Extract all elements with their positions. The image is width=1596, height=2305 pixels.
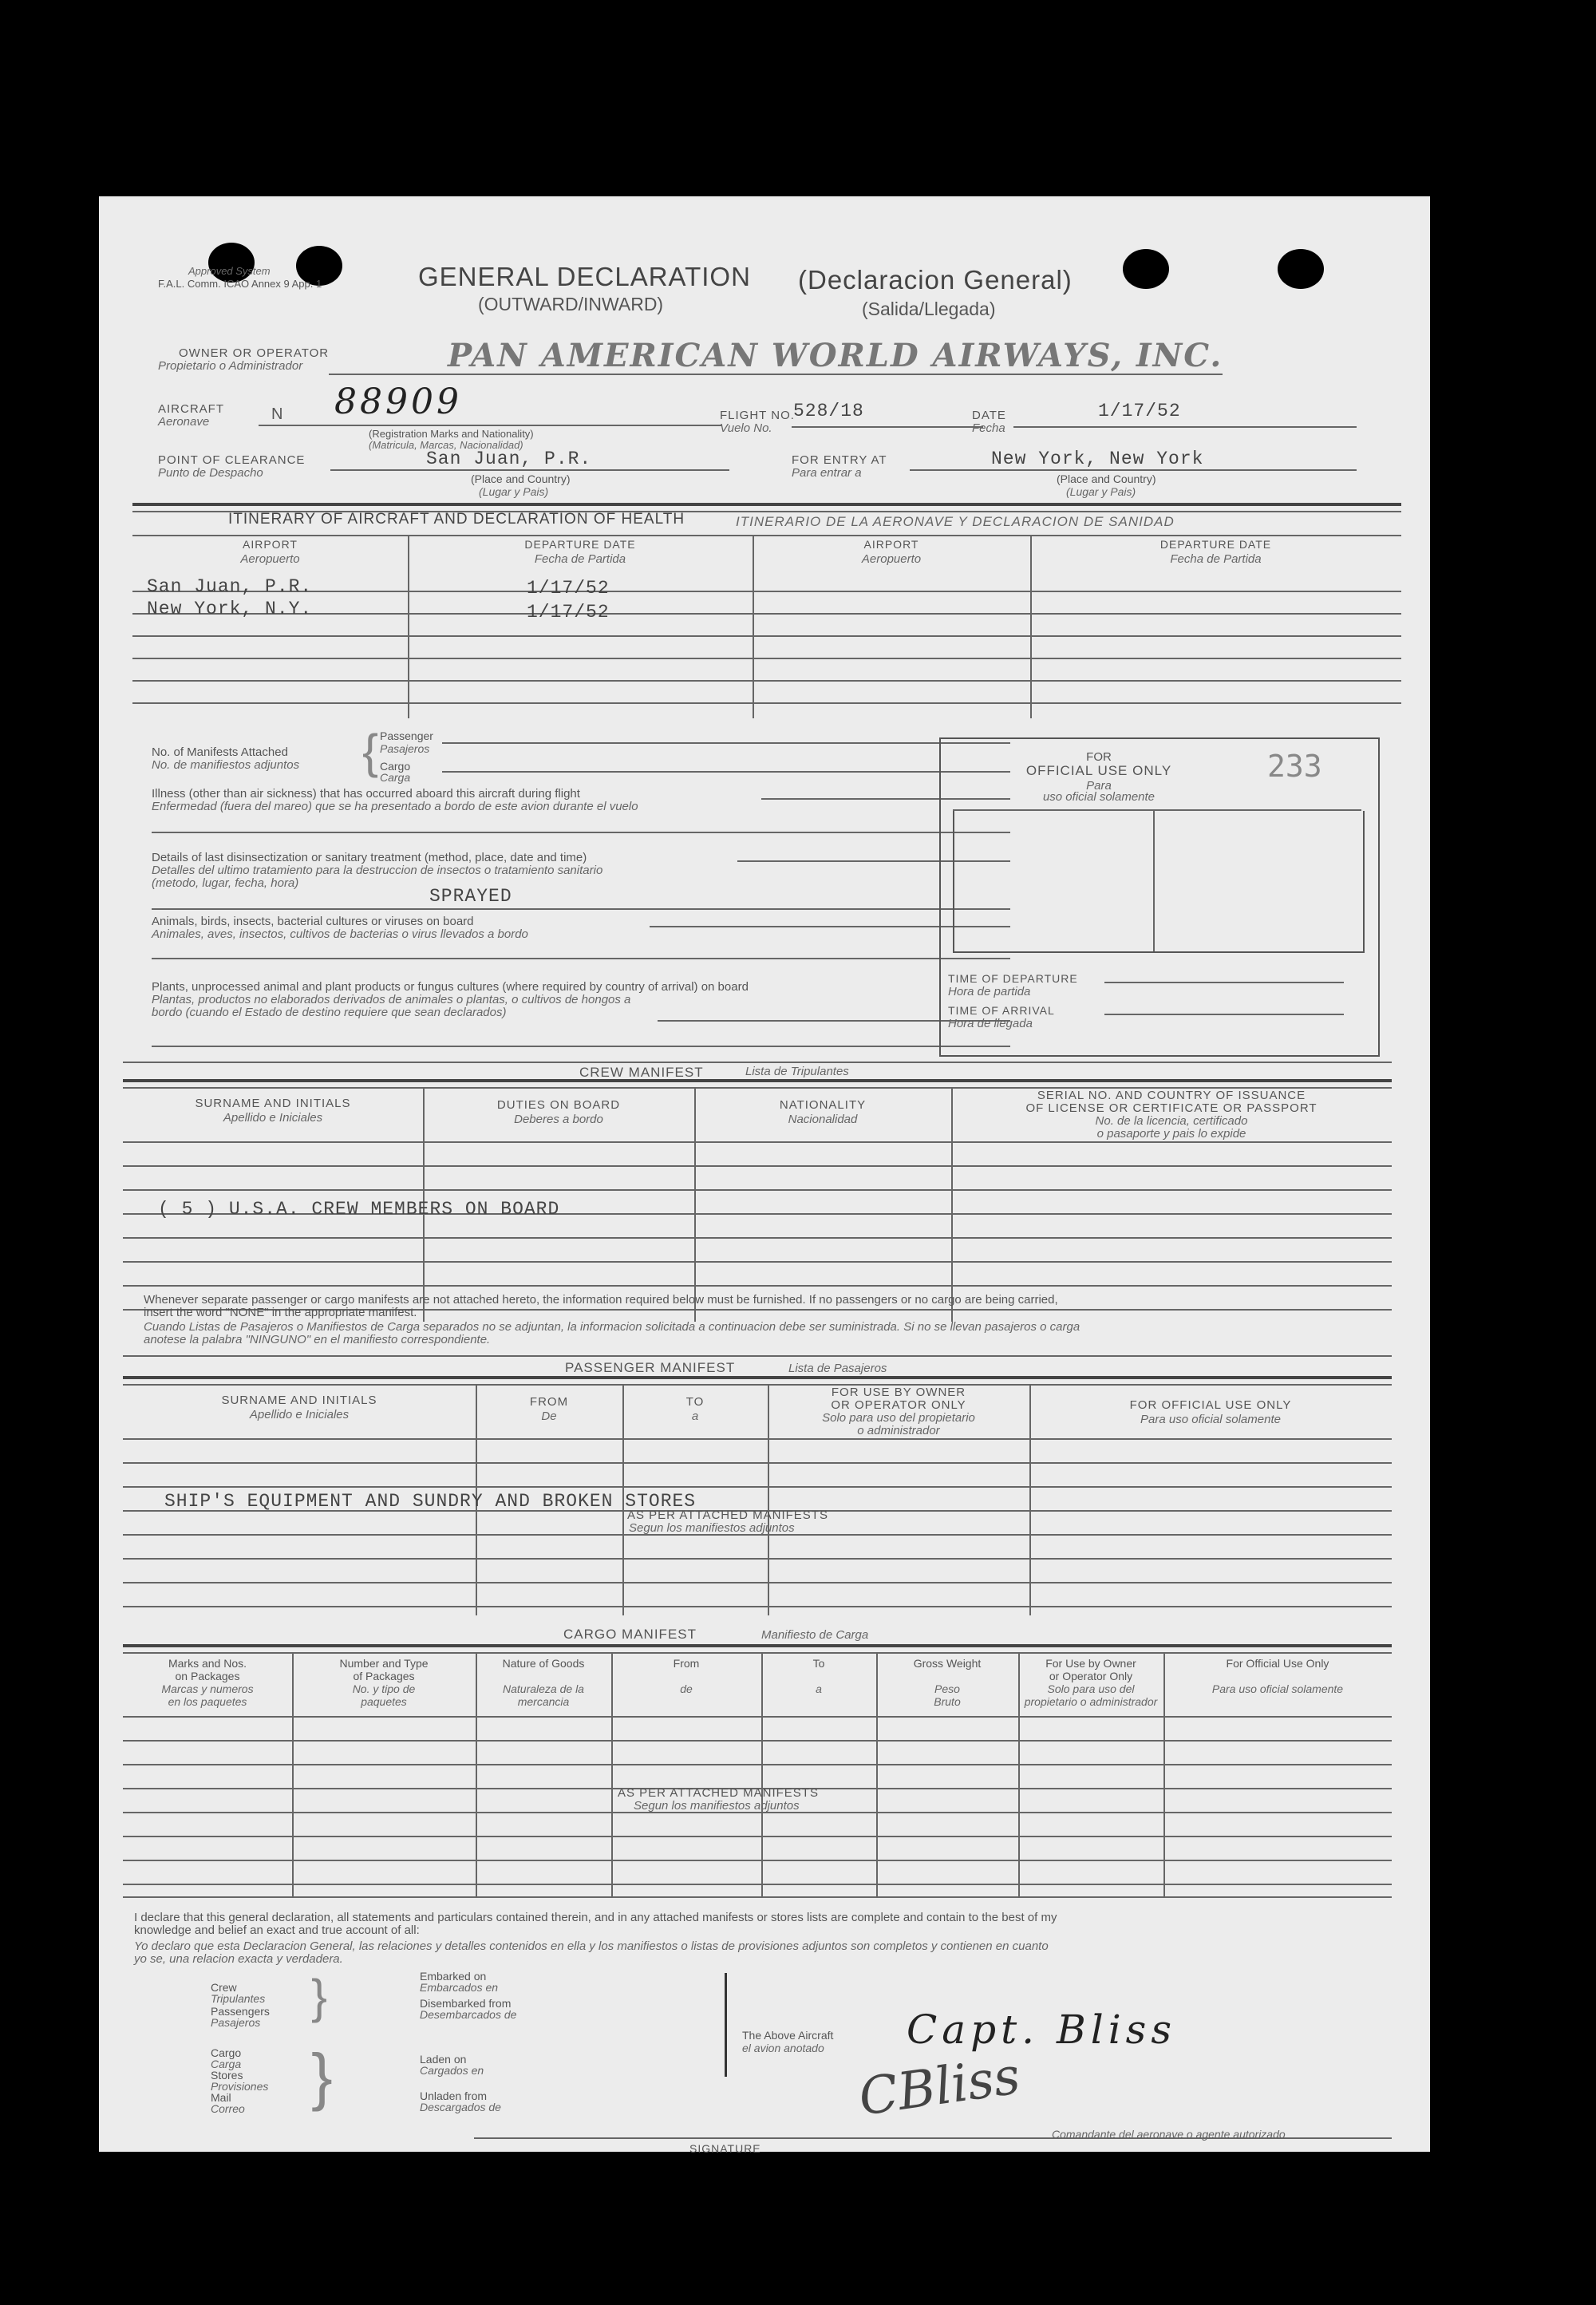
decl-cargo: Cargo — [211, 2046, 242, 2059]
declaration-line-4: yo se, una relacion exacta y verdadera. — [134, 1952, 343, 1966]
official-for: FOR — [1086, 750, 1112, 764]
manifest-passenger-es: Pasajeros — [380, 742, 430, 755]
crew-col-serial-es-1: No. de la licencia, certificado — [1095, 1114, 1248, 1128]
pass-col-from: FROM — [529, 1395, 569, 1409]
declaration-form — [99, 196, 1430, 2155]
pass-col-surname: SURNAME AND INITIALS — [221, 1394, 377, 1407]
commander-label-es: Comandante del aeronave o agente autorizado — [1052, 2128, 1286, 2141]
decl-above-aircraft: The Above Aircraft — [742, 2029, 834, 2042]
passenger-entry: SHIP'S EQUIPMENT AND SUNDRY AND BROKEN STORES — [164, 1491, 697, 1512]
captain-name: Capt. Bliss — [907, 2006, 1176, 2053]
official-use-label: OFFICIAL USE ONLY — [1025, 763, 1172, 778]
plants-label-3: bordo (cuando el Estado de destino requiere que sean declarados) — [152, 1006, 507, 1019]
notice-line-1: Whenever separate passenger or cargo manifests are not attached hereto, the information required below must be furnished. If no passengers or no cargo are being carried, — [144, 1293, 1058, 1307]
notice-line-3: Cuando Listas de Pasajeros o Manifiestos de Carga separados no se adjuntan, la informacion solicitada a continuacion debe ser suministrada. Si no se llevan pasajeros o carga — [144, 1320, 1080, 1334]
signature: CBliss — [855, 2046, 1024, 2128]
pass-col-owner-b: OR OPERATOR ONLY — [831, 1398, 966, 1412]
disinsect-label-es-1: Detalles del ultimo tratamiento para la destruccion de insectos o tratamiento sanitario — [152, 864, 603, 877]
cargo-col-2-l1: Number and Type — [339, 1657, 429, 1670]
cargo-col-8-e1: Para uso oficial solamente — [1211, 1682, 1344, 1695]
official-para: Para — [1086, 779, 1112, 793]
cargo-col-7-e2: propietario o administrador — [1024, 1695, 1158, 1708]
decl-above-aircraft-es: el avion anotado — [742, 2042, 824, 2054]
decl-passengers: Passengers — [211, 2005, 270, 2018]
passenger-title: PASSENGER MANIFEST — [565, 1360, 736, 1375]
itin-col-airport-2-es: Aeropuerto — [861, 552, 922, 566]
cargo-col-6-l1: Gross Weight — [913, 1657, 982, 1670]
passenger-attached: AS PER ATTACHED MANIFESTS — [627, 1508, 828, 1522]
decl-mail-es: Correo — [211, 2102, 245, 2115]
cargo-col-6-e1: Peso — [934, 1682, 960, 1695]
itin-col-airport: AIRPORT — [243, 538, 298, 551]
official-use-label-es: uso oficial solamente — [1042, 790, 1156, 804]
itinerary-title-es: ITINERARIO DE LA AERONAVE Y DECLARACION DE SANIDAD — [736, 514, 1175, 529]
aircraft-label-es: Aeronave — [158, 415, 210, 429]
flight-value: 528/18 — [793, 401, 864, 421]
entry-label-es: Para entrar a — [792, 466, 862, 480]
decl-stores-es: Provisiones — [211, 2080, 269, 2093]
decl-brace-2: } — [311, 2041, 333, 2112]
aircraft-label: AIRCRAFT — [158, 402, 224, 416]
date-value: 1/17/52 — [1098, 401, 1181, 421]
cargo-col-1-l2: on Packages — [175, 1670, 240, 1682]
pass-col-owner-es-1: Solo para uso del propietario — [822, 1411, 975, 1425]
cargo-col-1-l1: Marks and Nos. — [168, 1657, 247, 1670]
notice-line-4: anotese la palabra "NINGUNO" en el manifiesto correspondiente. — [144, 1333, 491, 1346]
cargo-col-5-e1: a — [816, 1682, 822, 1695]
declaration-line-1: I declare that this general declaration, all statements and particulars contained therein, and in any attached manifests or stores lists are complete and contain to the best of my — [134, 1911, 1057, 1924]
cargo-col-7-l1: For Use by Owner — [1045, 1657, 1136, 1670]
decl-brace-1: } — [311, 1970, 328, 2023]
pass-col-official-es: Para uso oficial solamente — [1140, 1413, 1281, 1426]
itin-col-departure: DEPARTURE DATE — [524, 538, 636, 551]
punch-hole — [1123, 249, 1169, 289]
arrival-time-label: TIME OF ARRIVAL — [948, 1004, 1055, 1017]
decl-mail: Mail — [211, 2091, 231, 2104]
decl-unladen-es: Descargados de — [420, 2101, 501, 2113]
itin-airport-1: San Juan, P.R. — [147, 576, 313, 597]
pass-col-official: FOR OFFICIAL USE ONLY — [1129, 1398, 1292, 1412]
entry-note-es: (Lugar y Pais) — [1066, 485, 1136, 498]
clearance-label: POINT OF CLEARANCE — [158, 453, 306, 467]
cargo-attached: AS PER ATTACHED MANIFESTS — [618, 1786, 819, 1800]
decl-laden-es: Cargados en — [420, 2064, 484, 2077]
cargo-col-3-e2: mercancia — [517, 1695, 570, 1708]
decl-stores: Stores — [211, 2069, 243, 2082]
cargo-title-es: Manifiesto de Carga — [761, 1628, 869, 1642]
pass-col-to-es: a — [691, 1409, 699, 1423]
passenger-title-es: Lista de Pasajeros — [788, 1362, 887, 1375]
crew-col-surname-es: Apellido e Iniciales — [223, 1111, 323, 1125]
passenger-attached-es: Segun los manifiestos adjuntos — [629, 1521, 795, 1535]
decl-laden: Laden on — [420, 2053, 467, 2066]
plants-label-2: Plantas, productos no elaborados derivados de animales o plantas, o cultivos de hongos a — [152, 993, 631, 1006]
departure-time-label: TIME OF DEPARTURE — [948, 972, 1078, 985]
itin-date-1: 1/17/52 — [527, 578, 610, 599]
crew-col-nationality: NATIONALITY — [779, 1098, 867, 1112]
itin-col-airport-es: Aeropuerto — [240, 552, 300, 566]
manifest-passenger: Passenger — [380, 729, 433, 742]
illness-label: Illness (other than air sickness) that has occurred aboard this aircraft during flight — [152, 787, 580, 801]
manifest-cargo-es: Carga — [380, 771, 411, 784]
official-number: 233 — [1267, 749, 1322, 784]
owner-label: OWNER OR OPERATOR — [179, 346, 330, 360]
decl-crew: Crew — [211, 1981, 237, 1994]
crew-col-serial-es-2: o pasaporte y pais lo expide — [1096, 1127, 1246, 1141]
manifests-brace: { — [362, 725, 379, 778]
crew-title-es: Lista de Tripulantes — [745, 1065, 849, 1078]
crew-col-surname: SURNAME AND INITIALS — [195, 1097, 351, 1110]
decl-embarked: Embarked on — [420, 1970, 487, 1983]
form-title-sub: (OUTWARD/INWARD) — [478, 294, 664, 314]
itin-col-departure-2: DEPARTURE DATE — [1159, 538, 1272, 551]
cargo-col-5-l1: To — [812, 1657, 825, 1670]
form-title: GENERAL DECLARATION — [418, 262, 751, 291]
animals-label-es: Animales, aves, insectos, cultivos de bacterias o virus llevados a bordo — [152, 927, 528, 941]
registration-note-es: (Matricula, Marcas, Nacionalidad) — [369, 439, 523, 451]
aircraft-prefix: N — [271, 405, 283, 423]
cargo-col-2-e1: No. y tipo de — [352, 1682, 416, 1695]
arrival-time-label-es: Hora de llegada — [948, 1017, 1033, 1030]
approved-ref: F.A.L. Comm. ICAO Annex 9 App. 1 — [158, 278, 322, 290]
crew-col-duties-es: Deberes a bordo — [514, 1113, 603, 1126]
entry-note: (Place and Country) — [1057, 472, 1156, 485]
pass-col-to: TO — [685, 1395, 705, 1409]
signature-label: SIGNATURE — [689, 2142, 761, 2155]
cargo-attached-es: Segun los manifiestos adjuntos — [634, 1799, 800, 1813]
crew-title: CREW MANIFEST — [579, 1065, 704, 1080]
owner-label-es: Propietario o Administrador — [158, 359, 303, 373]
crew-col-serial: SERIAL NO. AND COUNTRY OF ISSUANCE — [1037, 1089, 1306, 1102]
cargo-col-3-l1: Nature of Goods — [502, 1657, 585, 1670]
clearance-note-es: (Lugar y Pais) — [479, 485, 549, 498]
form-title-es-sub: (Salida/Llegada) — [862, 299, 996, 319]
declaration-line-2: knowledge and belief an exact and true account of all: — [134, 1923, 420, 1937]
clearance-label-es: Punto de Despacho — [158, 466, 263, 480]
decl-embarked-es: Embarcados en — [420, 1981, 499, 1994]
itinerary-title: ITINERARY OF AIRCRAFT AND DECLARATION OF HEALTH — [228, 511, 685, 528]
crew-col-duties: DUTIES ON BOARD — [496, 1098, 621, 1112]
disinsect-label: Details of last disinsectization or sanitary treatment (method, place, date and time) — [152, 851, 587, 864]
manifests-label-es: No. de manifiestos adjuntos — [152, 758, 300, 772]
plants-label-1: Plants, unprocessed animal and plant products or fungus cultures (where required by country of arrival) on board — [152, 980, 749, 994]
declaration-line-3: Yo declaro que esta Declaracion General, las relaciones y detalles contenidos en ella y los manifiestos o listas de provisiones adjuntos son completos y contienen en cuanto — [134, 1939, 1049, 1953]
cargo-col-2-e2: paquetes — [361, 1695, 407, 1708]
itin-airport-2: New York, N.Y. — [147, 599, 313, 619]
punch-hole — [1278, 249, 1324, 289]
official-inner-box — [953, 811, 1365, 953]
cargo-col-8-l1: For Official Use Only — [1226, 1657, 1329, 1670]
notice-line-2: insert the word "NONE" in the appropriate manifest. — [144, 1306, 417, 1319]
itin-col-airport-2: AIRPORT — [863, 538, 919, 551]
registration-note: (Registration Marks and Nationality) — [369, 428, 534, 440]
itin-date-2: 1/17/52 — [527, 602, 610, 623]
entry-label: FOR ENTRY AT — [792, 453, 887, 467]
pass-col-from-es: De — [541, 1409, 557, 1423]
aircraft-value: 88909 — [334, 382, 462, 422]
crew-col-nationality-es: Nacionalidad — [788, 1113, 858, 1126]
pass-col-owner-es-2: o administrador — [857, 1424, 940, 1437]
clearance-value: San Juan, P.R. — [426, 449, 592, 469]
decl-disembarked: Disembarked from — [420, 1997, 512, 2010]
cargo-col-3-e1: Naturaleza de la — [503, 1682, 584, 1695]
decl-crew-es: Tripulantes — [211, 1992, 266, 2005]
disinsect-value: SPRAYED — [429, 886, 512, 907]
date-label-es: Fecha — [972, 421, 1005, 435]
date-label: DATE — [972, 409, 1006, 422]
manifest-cargo: Cargo — [380, 760, 411, 773]
departure-time-label-es: Hora de partida — [948, 985, 1031, 998]
cargo-col-4-e1: de — [680, 1682, 693, 1695]
decl-cargo-es: Carga — [211, 2058, 242, 2070]
form-title-es: (Declaracion General) — [798, 265, 1073, 295]
cargo-col-6-e2: Bruto — [934, 1695, 961, 1708]
decl-unladen: Unladen from — [420, 2090, 488, 2102]
clearance-note: (Place and Country) — [471, 472, 571, 485]
cargo-col-2-l2: of Packages — [353, 1670, 415, 1682]
crew-entry: ( 5 ) U.S.A. CREW MEMBERS ON BOARD — [158, 1199, 560, 1220]
crew-col-serial-b: OF LICENSE OR CERTIFICATE OR PASSPORT — [1025, 1101, 1317, 1115]
cargo-col-7-e1: Solo para uso del — [1047, 1682, 1135, 1695]
entry-value: New York, New York — [991, 449, 1204, 469]
owner-value: PAN AMERICAN WORLD AIRWAYS, INC. — [448, 337, 1223, 374]
cargo-title: CARGO MANIFEST — [563, 1627, 697, 1642]
cargo-col-7-l2: or Operator Only — [1049, 1670, 1133, 1682]
manifests-label: No. of Manifests Attached — [152, 745, 288, 759]
disinsect-label-es-2: (metodo, lugar, fecha, hora) — [152, 876, 299, 890]
approved-system: Approved System — [188, 265, 271, 277]
flight-label-es: Vuelo No. — [720, 421, 772, 435]
cargo-col-1-e1: Marcas y numeros — [161, 1682, 254, 1695]
cargo-col-4-l1: From — [673, 1657, 700, 1670]
cargo-col-1-e2: en los paquetes — [168, 1695, 247, 1708]
decl-passengers-es: Pasajeros — [211, 2016, 261, 2029]
pass-col-surname-es: Apellido e Iniciales — [249, 1408, 350, 1421]
pass-col-owner: FOR USE BY OWNER — [831, 1386, 966, 1399]
animals-label: Animals, birds, insects, bacterial cultures or viruses on board — [152, 915, 474, 928]
decl-disembarked-es: Desembarcados de — [420, 2008, 517, 2021]
flight-label: FLIGHT NO. — [720, 409, 795, 422]
itin-col-departure-2-es: Fecha de Partida — [1170, 552, 1262, 566]
itin-col-departure-es: Fecha de Partida — [534, 552, 626, 566]
illness-label-es: Enfermedad (fuera del mareo) que se ha presentado a bordo de este avion durante el vuelo — [152, 800, 638, 813]
